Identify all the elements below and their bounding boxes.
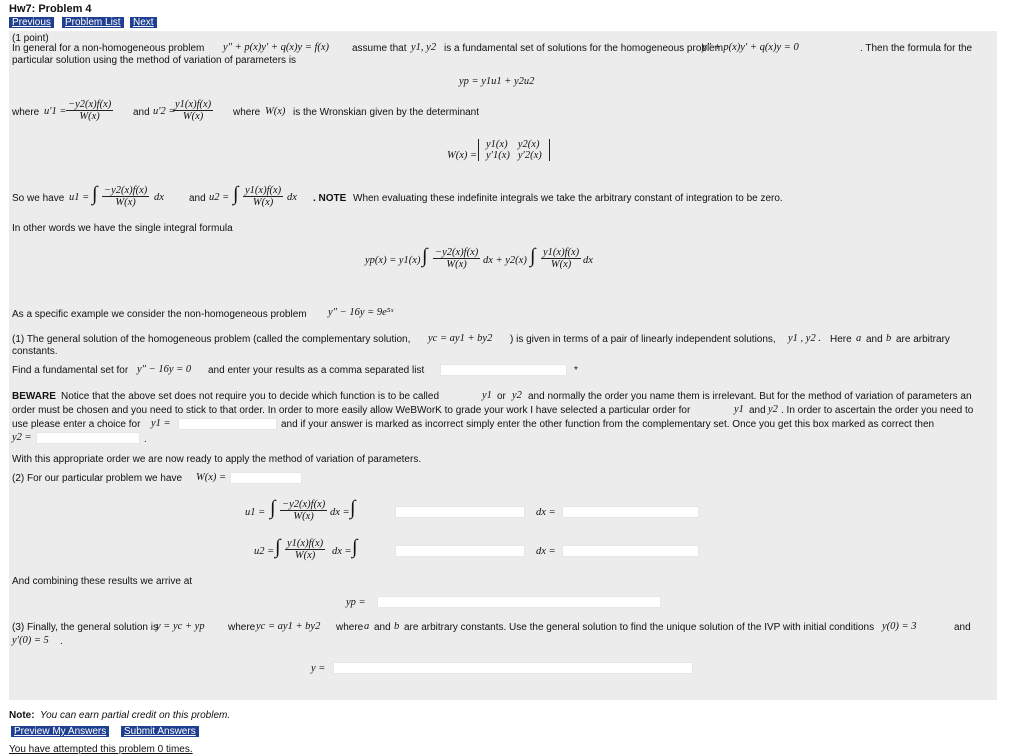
note-label: . NOTE [313, 193, 347, 204]
example-equation: y″ − 16y = 9e⁵ˣ [328, 307, 394, 318]
find-equation: y″ − 16y = 0 [137, 364, 192, 375]
wx-equals: W(x) = [447, 150, 478, 161]
points-label: (1 point) [12, 33, 49, 44]
u1-fraction-2 [280, 499, 327, 522]
yp-equals: yp = [346, 597, 366, 608]
note-footer-label: Note: [9, 710, 35, 721]
y2-equals: y2 = [12, 432, 32, 443]
y-equals: y = [311, 663, 326, 674]
dx-label: dx [287, 192, 297, 203]
det-d: y′2(x) [517, 150, 542, 161]
u2-denominator-2: W(x) [294, 550, 316, 561]
star-mark: * [574, 365, 578, 376]
dx-label: dx [583, 255, 593, 266]
part3-text-c: where [336, 622, 364, 633]
note-footer-text: You can earn partial credit on this problem. [40, 710, 231, 721]
submit-answers-button[interactable]: Submit Answers [121, 726, 199, 737]
u1-result-input[interactable] [562, 506, 699, 518]
u2-integrand-numerator: y1(x)f(x) [245, 185, 282, 196]
part3-text-a: (3) Finally, the general solution is [12, 622, 158, 633]
wronskian-text-2: is the Wronskian given by the determinant [293, 107, 480, 118]
u1-integrand-denominator: W(x) [115, 197, 136, 208]
u2-integrand-denominator: W(x) [252, 197, 274, 208]
ic1-equation: y(0) = 3 [882, 621, 917, 632]
beware-label: BEWARE [12, 391, 56, 402]
and-label: and [133, 107, 150, 118]
part1-text-a: (1) The general solution of the homogeneous problem (called the complementary solution, [12, 334, 411, 345]
a-var: a [364, 621, 370, 632]
intro-text-3: is a fundamental set of solutions for the homogeneous problem [444, 43, 724, 54]
part2-text: (2) For our particular problem we have [12, 473, 183, 484]
dx-equals-label: dx = [330, 507, 350, 518]
or-label: or [497, 391, 506, 402]
yp-formula: yp = y1u1 + y2u2 [459, 76, 535, 87]
note-text: When evaluating these indefinite integrals we take the arbitrary constant of integration to be zero. [353, 193, 783, 204]
where-label: where [12, 107, 40, 118]
beware-text-2: order must be chosen and you need to stick to that order. In order to more easily allow WeBWorK to grade your work I have selected a particular order for [12, 405, 691, 416]
dx-label: dx [154, 192, 164, 203]
y2-input[interactable] [36, 432, 140, 444]
part1-text-b: ) is given in terms of a pair of linearly independent solutions, [510, 334, 776, 345]
and-label-2: and [189, 193, 206, 204]
y1-var: y1 [734, 404, 744, 415]
det-c: y′1(x) [486, 150, 510, 161]
ic2-equation: y′(0) = 5 [12, 635, 49, 646]
b-var: b [886, 333, 892, 344]
beware-text-1: Notice that the above set does not require you to decide which function is to be called [61, 391, 440, 402]
intro-text-4: . Then the formula for the [860, 43, 973, 54]
part3-text-d: are arbitrary constants. Use the general solution to find the unique solution of the IVP with initial conditions [404, 622, 875, 633]
y1-var: y1 [482, 390, 492, 401]
det-a: y1(x) [486, 139, 508, 150]
u2-equals-2: u2 = [254, 546, 275, 557]
problem-list-button[interactable]: Problem List [62, 17, 124, 28]
general-equation: y = yc + yp [156, 621, 205, 632]
det-b: y2(x) [517, 139, 540, 150]
previous-button[interactable]: Previous [9, 17, 54, 28]
ypx-denominator-2: W(x) [550, 259, 572, 270]
example-text: As a specific example we consider the non-homogeneous problem [12, 309, 307, 320]
hom-equation: y″ + p(x)y′ + q(x)y = 0 [702, 42, 799, 53]
dx-equals-label: dx = [536, 546, 556, 557]
appropriate-text: With this appropriate order we are now ready to apply the method of variation of parameters. [12, 454, 422, 465]
beware-text-1b: and normally the order you name them is irrelevant. But for the method of variation of parameters an [528, 391, 972, 402]
wronskian-input[interactable] [230, 472, 302, 484]
ypx-numerator-1: −y2(x)f(x) [435, 247, 479, 258]
y-solution-input[interactable] [333, 662, 693, 674]
intro-text-1: In general for a non-homogeneous problem [12, 43, 205, 54]
ypx-denominator-1: W(x) [446, 259, 467, 270]
wronskian-determinant [478, 139, 550, 161]
and-label-3: and [374, 622, 391, 633]
y2-var: y2 [512, 390, 522, 401]
yp-input[interactable] [377, 596, 661, 608]
a-var: a [856, 333, 862, 344]
y2-var: y2 [768, 404, 778, 415]
intro-text-5: particular solution using the method of variation of parameters is [12, 55, 297, 66]
u1-prime-label: u′1 = [44, 106, 67, 117]
integral-sign: ∫ [422, 245, 428, 267]
ypx-numerator-2: y1(x)f(x) [543, 247, 580, 258]
u1-denominator-2: W(x) [293, 511, 314, 522]
part1-text-c: Here [830, 334, 852, 345]
find-text-b: and enter your results as a comma separated list [208, 365, 425, 376]
y1y2-label: y1, y2 [411, 42, 437, 53]
u2-prime-fraction [173, 99, 213, 122]
part1-text-d: and [866, 334, 883, 345]
integral-sign: ∫ [350, 497, 356, 519]
integral-sign: ∫ [275, 536, 281, 558]
beware-and: and [749, 405, 766, 416]
plus-y2-label: dx + y2(x) [483, 255, 527, 266]
u1-numerator-2: −y2(x)f(x) [282, 499, 326, 510]
dx-equals-label: dx = [332, 546, 352, 557]
integral-sign: ∫ [352, 536, 358, 558]
preview-answers-button[interactable]: Preview My Answers [11, 726, 109, 737]
u1-integrand-input[interactable] [395, 506, 525, 518]
single-formula-text: In other words we have the single integral formula [12, 223, 233, 234]
integral-sign: ∫ [233, 183, 239, 205]
u1-prime-numerator: −y2(x)f(x) [68, 99, 112, 110]
next-button[interactable]: Next [130, 17, 157, 28]
u1-prime-fraction [66, 99, 113, 122]
dx-equals-label: dx = [536, 507, 556, 518]
u2-fraction-2 [285, 538, 325, 561]
ypx-equals: yp(x) = y1(x) [365, 255, 421, 266]
u1-integrand-numerator: −y2(x)f(x) [104, 185, 148, 196]
period: . [144, 434, 147, 445]
u1-prime-denominator: W(x) [79, 111, 100, 122]
beware-text-2c: . In order to ascertain the order you need to [781, 405, 974, 416]
b-var: b [394, 621, 400, 632]
part3-text-e: and [954, 622, 971, 633]
beware-text-3b: and if your answer is marked as incorrect simply enter the other function from the complementary set. Once you get this box marked as correct then [281, 419, 935, 430]
u2-equals: u2 = [209, 192, 230, 203]
yc-equation: yc = ay1 + by2 [428, 333, 493, 344]
part3-text-f: . [60, 636, 63, 647]
u2-prime-denominator: W(x) [182, 111, 204, 122]
ypx-fraction-1 [433, 247, 480, 270]
page-title: Hw7: Problem 4 [9, 3, 92, 15]
y1-input[interactable] [178, 418, 277, 430]
attempts-text: You have attempted this problem 0 times. [9, 744, 193, 755]
wx-equals-2: W(x) = [196, 472, 227, 483]
yc-equation-2: yc = ay1 + by2 [256, 621, 321, 632]
ypx-fraction-2 [541, 247, 581, 270]
wronskian-wx: W(x) [265, 106, 286, 117]
beware-text-3: use please enter a choice for [12, 419, 141, 430]
integral-sign: ∫ [92, 183, 98, 205]
u1-integrand-fraction [102, 185, 149, 208]
integral-sign: ∫ [530, 245, 536, 267]
fundamental-set-input[interactable] [440, 364, 567, 376]
intro-text-2: assume that [352, 43, 407, 54]
u2-numerator-2: y1(x)f(x) [287, 538, 324, 549]
u2-prime-label: u′2 = [153, 106, 176, 117]
y1y2-dot: y1 , y2 . [788, 333, 821, 344]
u2-integrand-input[interactable] [395, 545, 525, 557]
y1-equals: y1 = [151, 418, 171, 429]
u2-prime-numerator: y1(x)f(x) [175, 99, 212, 110]
u2-result-input[interactable] [562, 545, 699, 557]
combining-text: And combining these results we arrive at [12, 576, 193, 587]
wronskian-text-1: where [233, 107, 261, 118]
u1-equals-2: u1 = [245, 507, 266, 518]
u1-equals: u1 = [69, 192, 90, 203]
integral-sign: ∫ [270, 497, 276, 519]
u2-integrand-fraction [243, 185, 283, 208]
part1-text-f: constants. [12, 346, 58, 357]
so-we-have-label: So we have [12, 193, 65, 204]
part3-text-b: where [228, 622, 256, 633]
nonhom-equation: y″ + p(x)y′ + q(x)y = f(x) [223, 42, 330, 53]
part1-text-e: are arbitrary [896, 334, 950, 345]
find-fund-text: Find a fundamental set for [12, 365, 129, 376]
